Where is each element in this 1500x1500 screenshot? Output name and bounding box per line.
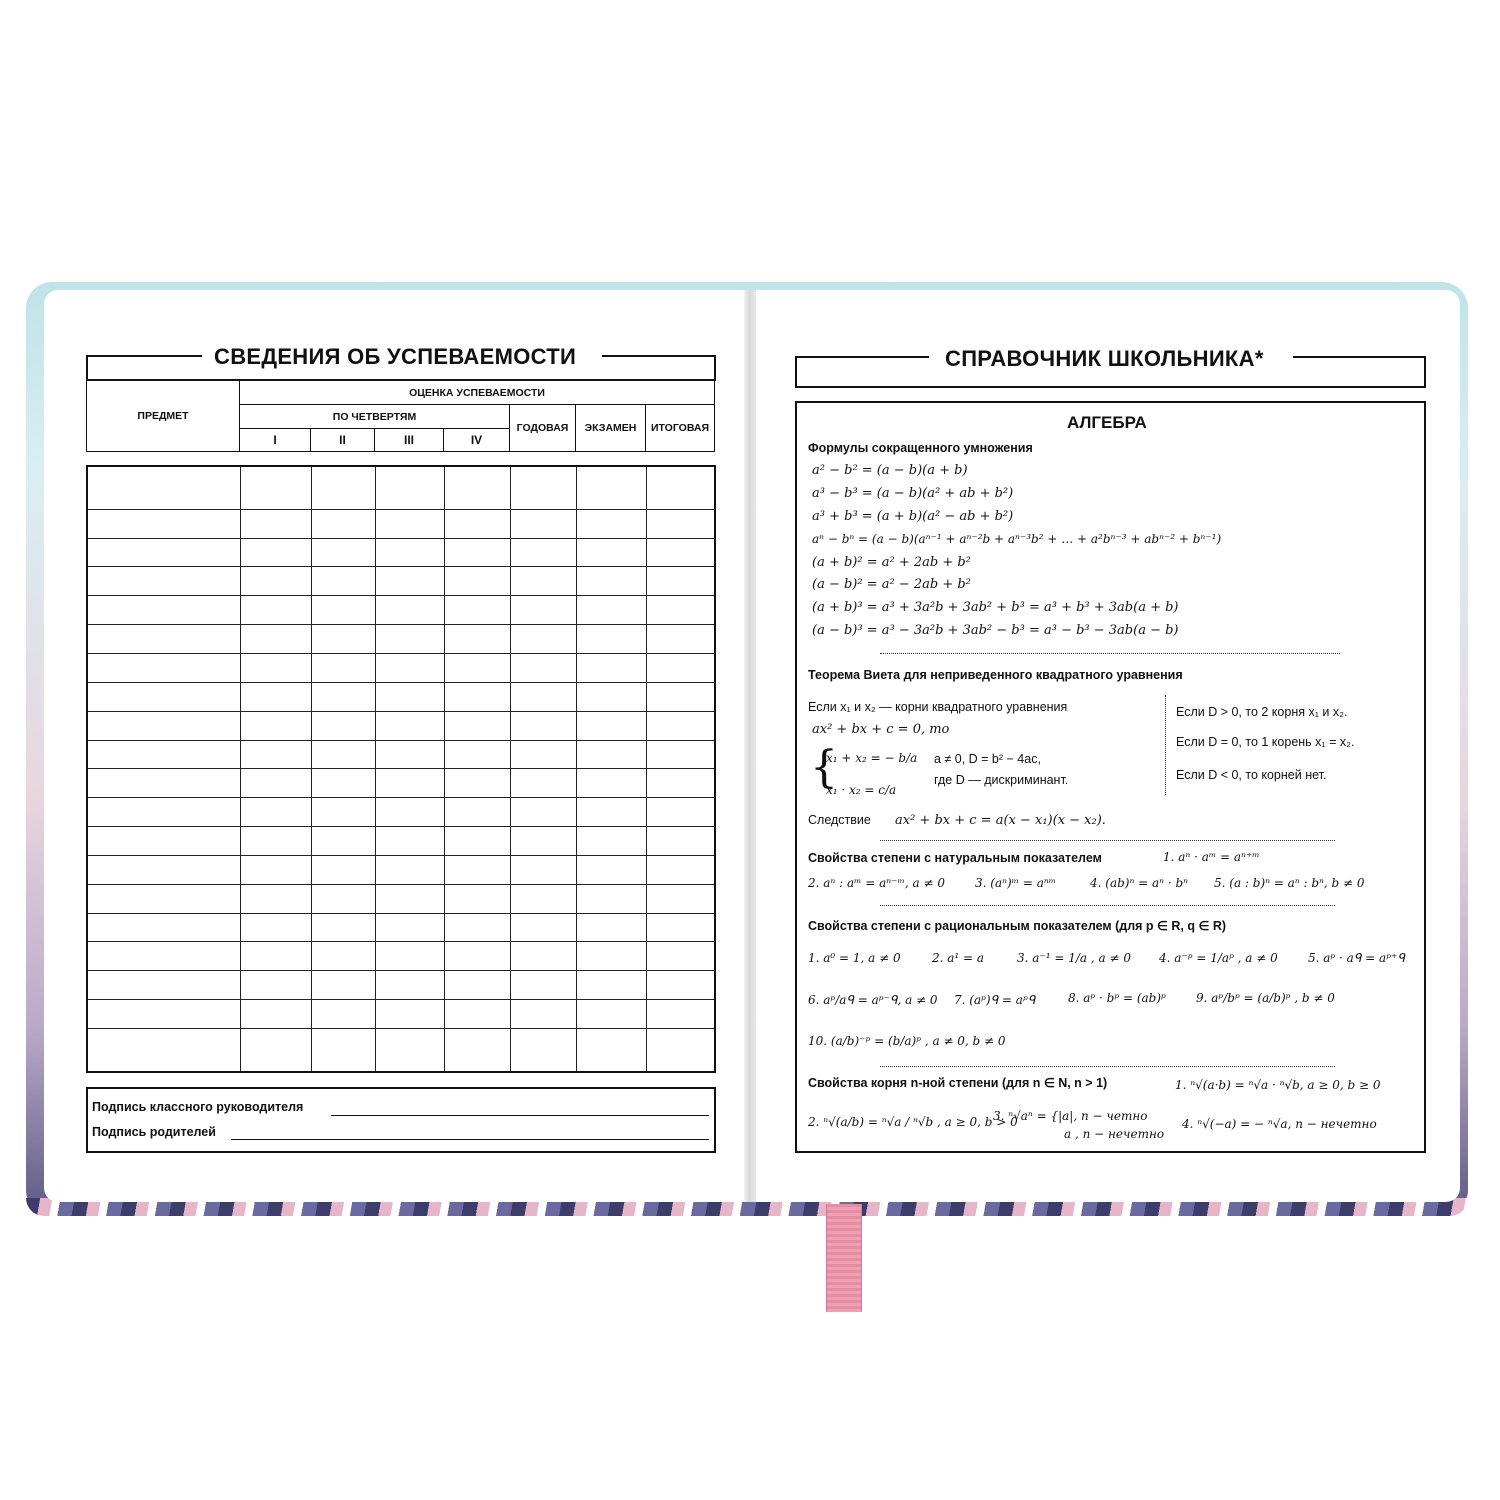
grade-cell[interactable]: [444, 711, 510, 740]
formula-line: (a − b)³ = a³ − 3a²b + 3ab² − b³ = a³ − b³ − 3ab(a − b): [812, 623, 1179, 638]
grade-cell[interactable]: [576, 1028, 646, 1072]
grade-cell[interactable]: [646, 596, 715, 625]
grade-cell[interactable]: [510, 625, 576, 654]
grade-cell[interactable]: [576, 971, 646, 1000]
algebra-title: АЛГЕБРА: [1067, 413, 1147, 432]
grade-cell[interactable]: [444, 827, 510, 856]
natural-prop: 1. aⁿ · aᵐ = aⁿ⁺ᵐ: [1163, 850, 1260, 864]
grade-cell[interactable]: [576, 942, 646, 971]
subject-cell[interactable]: [87, 769, 240, 798]
grade-cell[interactable]: [510, 769, 576, 798]
grade-cell[interactable]: [375, 466, 444, 509]
formula-line: (a − b)² = a² − 2ab + b²: [812, 577, 971, 592]
natural-prop: 4. (ab)ⁿ = aⁿ · bⁿ: [1090, 876, 1189, 890]
corollary-label: Следствие: [808, 813, 871, 827]
subject-cell[interactable]: [87, 509, 240, 538]
grades-title: СВЕДЕНИЯ ОБ УСПЕВАЕМОСТИ: [214, 344, 577, 369]
grade-cell[interactable]: [375, 1000, 444, 1029]
header-quarter: II: [311, 429, 375, 452]
grade-cell[interactable]: [646, 538, 715, 567]
grade-cell[interactable]: [375, 769, 444, 798]
header-exam: ЭКЗАМЕН: [576, 405, 646, 452]
subject-cell[interactable]: [87, 798, 240, 827]
grade-cell[interactable]: [240, 567, 311, 596]
grade-cell[interactable]: [510, 567, 576, 596]
grade-cell[interactable]: [240, 466, 311, 509]
grade-cell[interactable]: [444, 654, 510, 683]
grade-cell[interactable]: [576, 538, 646, 567]
formula-line: a³ − b³ = (a − b)(a² + ab + b²): [812, 486, 1014, 501]
bookmark-ribbon[interactable]: [826, 1204, 862, 1312]
grade-row: [87, 1000, 715, 1029]
vieta-sum: x₁ + x₂ = − b/a: [826, 751, 918, 765]
teacher-signature-line[interactable]: [331, 1115, 709, 1116]
section-divider: [880, 840, 1335, 841]
grade-cell[interactable]: [576, 682, 646, 711]
grade-cell[interactable]: [375, 596, 444, 625]
subject-cell[interactable]: [87, 1028, 240, 1072]
grade-cell[interactable]: [510, 942, 576, 971]
grade-cell[interactable]: [240, 596, 311, 625]
subject-cell[interactable]: [87, 740, 240, 769]
grade-cell[interactable]: [311, 827, 375, 856]
grade-cell[interactable]: [240, 740, 311, 769]
grade-cell[interactable]: [375, 509, 444, 538]
grade-cell[interactable]: [240, 1000, 311, 1029]
grade-cell[interactable]: [311, 798, 375, 827]
grade-cell[interactable]: [646, 466, 715, 509]
formula-line: (a + b)³ = a³ + 3a²b + 3ab² + b³ = a³ + b³ + 3ab(a + b): [812, 600, 1179, 615]
grades-grid: [86, 465, 716, 1073]
grade-cell[interactable]: [311, 654, 375, 683]
subject-cell[interactable]: [87, 596, 240, 625]
grade-cell[interactable]: [240, 538, 311, 567]
vieta-condition1: a ≠ 0, D = b² − 4ac,: [934, 752, 1041, 766]
grade-cell[interactable]: [646, 769, 715, 798]
rational-prop: 5. aᵖ · aᑫ = aᵖ⁺ᑫ: [1308, 951, 1405, 965]
grade-cell[interactable]: [646, 682, 715, 711]
grade-cell[interactable]: [576, 509, 646, 538]
grade-cell[interactable]: [510, 798, 576, 827]
subject-cell[interactable]: [87, 711, 240, 740]
grade-row: [87, 538, 715, 567]
formula-line: a³ + b³ = (a + b)(a² − ab + b²): [812, 509, 1014, 524]
grade-cell[interactable]: [444, 798, 510, 827]
grade-cell[interactable]: [444, 942, 510, 971]
vieta-right1: Если D > 0, то 2 корня x₁ и x₂.: [1176, 705, 1348, 719]
grade-cell[interactable]: [646, 711, 715, 740]
grade-cell[interactable]: [311, 1028, 375, 1072]
vieta-condition2: где D — дискриминант.: [934, 773, 1069, 787]
vieta-column-divider: [1165, 695, 1166, 795]
grade-cell[interactable]: [375, 682, 444, 711]
grade-cell[interactable]: [375, 971, 444, 1000]
grade-cell[interactable]: [576, 740, 646, 769]
grade-cell[interactable]: [510, 654, 576, 683]
rational-prop: 2. a¹ = a: [932, 951, 985, 965]
grade-cell[interactable]: [444, 509, 510, 538]
grade-cell[interactable]: [576, 466, 646, 509]
grade-cell[interactable]: [444, 971, 510, 1000]
grade-cell[interactable]: [311, 711, 375, 740]
subject-cell[interactable]: [87, 466, 240, 509]
grade-cell[interactable]: [444, 855, 510, 884]
header-final: ИТОГОВАЯ: [646, 405, 715, 452]
rational-title: Свойства степени с рациональным показателем (для p ∈ R, q ∈ R): [808, 919, 1227, 933]
grade-cell[interactable]: [444, 1028, 510, 1072]
subject-cell[interactable]: [87, 538, 240, 567]
grade-cell[interactable]: [510, 827, 576, 856]
grade-cell[interactable]: [646, 855, 715, 884]
grade-cell[interactable]: [510, 884, 576, 913]
grade-cell[interactable]: [576, 596, 646, 625]
grade-cell[interactable]: [576, 711, 646, 740]
subject-cell[interactable]: [87, 855, 240, 884]
grade-cell[interactable]: [240, 798, 311, 827]
grade-cell[interactable]: [646, 942, 715, 971]
grade-cell[interactable]: [444, 567, 510, 596]
grade-row: [87, 884, 715, 913]
grade-cell[interactable]: [375, 798, 444, 827]
roots-title: Свойства корня n-ной степени (для n ∈ N, n > 1): [808, 1076, 1108, 1090]
grade-row: [87, 798, 715, 827]
natural-prop: 3. (aⁿ)ᵐ = aⁿᵐ: [975, 876, 1057, 890]
grades-header-table: [86, 380, 715, 452]
grade-cell[interactable]: [510, 711, 576, 740]
grade-cell[interactable]: [375, 654, 444, 683]
grade-row: [87, 509, 715, 538]
grade-cell[interactable]: [646, 509, 715, 538]
subject-cell[interactable]: [87, 682, 240, 711]
subject-cell[interactable]: [87, 884, 240, 913]
grade-row: [87, 567, 715, 596]
header-quarter: III: [375, 429, 444, 452]
header-by-quarters: ПО ЧЕТВЕРТЯМ: [240, 405, 510, 429]
vieta-title: Теорема Виета для неприведенного квадратного уравнения: [808, 668, 1183, 682]
rational-prop: 9. aᵖ/bᵖ = (a/b)ᵖ , b ≠ 0: [1196, 991, 1335, 1005]
grade-cell[interactable]: [646, 971, 715, 1000]
natural-title: Свойства степени с натуральным показателем: [808, 851, 1102, 865]
grade-cell[interactable]: [646, 827, 715, 856]
rational-prop: 1. a⁰ = 1, a ≠ 0: [808, 951, 901, 965]
grade-cell[interactable]: [240, 1028, 311, 1072]
subject-cell[interactable]: [87, 625, 240, 654]
grade-row: [87, 711, 715, 740]
grade-row: [87, 913, 715, 942]
vieta-product: x₁ · x₂ = c/a: [826, 783, 897, 797]
grade-cell[interactable]: [240, 769, 311, 798]
grade-cell[interactable]: [240, 654, 311, 683]
grade-cell[interactable]: [510, 913, 576, 942]
grade-cell[interactable]: [444, 740, 510, 769]
grade-cell[interactable]: [311, 913, 375, 942]
vieta-line1: Если x₁ и x₂ — корни квадратного уравнения: [808, 700, 1068, 714]
grade-cell[interactable]: [444, 596, 510, 625]
grade-cell[interactable]: [311, 466, 375, 509]
grade-cell[interactable]: [240, 827, 311, 856]
rational-prop: 8. aᵖ · bᵖ = (ab)ᵖ: [1068, 991, 1166, 1005]
grade-cell[interactable]: [311, 855, 375, 884]
system-brace: {: [810, 742, 838, 793]
header-grade-assessment: ОЦЕНКА УСПЕВАЕМОСТИ: [240, 381, 715, 405]
grade-cell[interactable]: [510, 466, 576, 509]
formula-line: (a + b)² = a² + 2ab + b²: [812, 555, 971, 570]
grade-cell[interactable]: [311, 740, 375, 769]
grade-cell[interactable]: [311, 509, 375, 538]
grade-cell[interactable]: [576, 798, 646, 827]
grade-cell[interactable]: [375, 913, 444, 942]
rational-prop: 6. aᵖ/aᑫ = aᵖ⁻ᑫ, a ≠ 0: [808, 993, 938, 1007]
grade-cell[interactable]: [240, 711, 311, 740]
root-prop: a , n − нечетно: [1064, 1127, 1165, 1141]
grade-cell[interactable]: [510, 971, 576, 1000]
root-prop: 4. ⁿ√(−a) = − ⁿ√a, n − нечетно: [1182, 1117, 1377, 1131]
grade-cell[interactable]: [444, 538, 510, 567]
grade-cell[interactable]: [375, 884, 444, 913]
grade-cell[interactable]: [510, 682, 576, 711]
natural-prop: 2. aⁿ : aᵐ = aⁿ⁻ᵐ, a ≠ 0: [808, 876, 945, 890]
grade-cell[interactable]: [646, 1028, 715, 1072]
grade-cell[interactable]: [240, 682, 311, 711]
grade-cell[interactable]: [311, 942, 375, 971]
grade-cell[interactable]: [510, 1000, 576, 1029]
grade-cell[interactable]: [646, 654, 715, 683]
grade-row: [87, 654, 715, 683]
signature-box: [86, 1087, 716, 1153]
grade-cell[interactable]: [510, 509, 576, 538]
grade-cell[interactable]: [646, 798, 715, 827]
grade-cell[interactable]: [646, 1000, 715, 1029]
section-divider: [880, 905, 1335, 906]
grade-cell[interactable]: [510, 1028, 576, 1072]
root-prop: 3. ⁿ√aⁿ = {|a|, n − четно: [993, 1109, 1148, 1123]
grade-cell[interactable]: [646, 740, 715, 769]
grade-cell[interactable]: [576, 855, 646, 884]
grade-cell[interactable]: [576, 1000, 646, 1029]
teacher-signature-label: Подпись классного руководителя: [92, 1100, 304, 1114]
grade-cell[interactable]: [311, 596, 375, 625]
rational-prop: 4. a⁻ᵖ = 1/aᵖ , a ≠ 0: [1159, 951, 1278, 965]
grade-cell[interactable]: [240, 884, 311, 913]
grade-cell[interactable]: [375, 827, 444, 856]
grade-cell[interactable]: [311, 971, 375, 1000]
grade-cell[interactable]: [510, 855, 576, 884]
grade-cell[interactable]: [311, 682, 375, 711]
natural-prop: 5. (a : b)ⁿ = aⁿ : bⁿ, b ≠ 0: [1214, 876, 1365, 890]
grade-cell[interactable]: [375, 855, 444, 884]
grade-row: [87, 1028, 715, 1072]
parents-signature-label: Подпись родителей: [92, 1125, 216, 1139]
grade-cell[interactable]: [375, 567, 444, 596]
subject-cell[interactable]: [87, 827, 240, 856]
grade-cell[interactable]: [444, 682, 510, 711]
section-divider: [880, 1066, 1335, 1067]
grade-cell[interactable]: [576, 654, 646, 683]
header-subject: ПРЕДМЕТ: [87, 381, 240, 452]
grade-row: [87, 827, 715, 856]
grade-cell[interactable]: [510, 596, 576, 625]
grade-cell[interactable]: [510, 538, 576, 567]
corollary-formula: ax² + bx + c = a(x − x₁)(x − x₂).: [895, 813, 1106, 828]
subject-cell[interactable]: [87, 1000, 240, 1029]
abridged-title: Формулы сокращенного умножения: [808, 441, 1033, 455]
grade-cell[interactable]: [240, 971, 311, 1000]
rational-prop: 7. (aᵖ)ᑫ = aᵖᑫ: [954, 993, 1036, 1007]
grade-cell[interactable]: [646, 884, 715, 913]
subject-cell[interactable]: [87, 942, 240, 971]
grade-cell[interactable]: [646, 913, 715, 942]
grade-row: [87, 769, 715, 798]
formula-line: a² − b² = (a − b)(a + b): [812, 463, 968, 478]
subject-cell[interactable]: [87, 654, 240, 683]
grade-row: [87, 855, 715, 884]
grade-cell[interactable]: [311, 1000, 375, 1029]
vieta-line2: ax² + bx + c = 0, то: [812, 722, 950, 737]
grade-cell[interactable]: [510, 740, 576, 769]
header-quarter: I: [240, 429, 311, 452]
grade-row: [87, 466, 715, 509]
grade-cell[interactable]: [240, 913, 311, 942]
grade-row: [87, 971, 715, 1000]
grade-cell[interactable]: [240, 625, 311, 654]
grade-cell[interactable]: [444, 625, 510, 654]
grade-row: [87, 682, 715, 711]
root-prop: 2. ⁿ√(a/b) = ⁿ√a / ⁿ√b , a ≥ 0, b > 0: [808, 1115, 1018, 1129]
root-prop: 1. ⁿ√(a·b) = ⁿ√a · ⁿ√b, a ≥ 0, b ≥ 0: [1175, 1078, 1381, 1092]
subject-cell[interactable]: [87, 971, 240, 1000]
subject-cell[interactable]: [87, 567, 240, 596]
grade-cell[interactable]: [576, 913, 646, 942]
rational-prop: 10. (a/b)⁻ᵖ = (b/a)ᵖ , a ≠ 0, b ≠ 0: [808, 1034, 1006, 1048]
grade-cell[interactable]: [311, 625, 375, 654]
grade-cell[interactable]: [311, 567, 375, 596]
reference-title: СПРАВОЧНИК ШКОЛЬНИКА*: [945, 346, 1264, 371]
notebook-spine: [744, 290, 756, 1202]
grade-cell[interactable]: [375, 942, 444, 971]
vieta-right3: Если D < 0, то корней нет.: [1176, 768, 1327, 782]
grade-cell[interactable]: [576, 884, 646, 913]
grade-cell[interactable]: [444, 466, 510, 509]
grade-cell[interactable]: [375, 1028, 444, 1072]
header-annual: ГОДОВАЯ: [510, 405, 576, 452]
formula-line: aⁿ − bⁿ = (a − b)(aⁿ⁻¹ + aⁿ⁻²b + aⁿ⁻³b² + … + a²bⁿ⁻³ + abⁿ⁻² + bⁿ⁻¹): [812, 532, 1222, 546]
grade-cell[interactable]: [240, 855, 311, 884]
vieta-right2: Если D = 0, то 1 корень x₁ = x₂.: [1176, 735, 1355, 749]
grade-cell[interactable]: [646, 625, 715, 654]
grade-row: [87, 596, 715, 625]
grade-cell[interactable]: [444, 769, 510, 798]
grade-cell[interactable]: [311, 884, 375, 913]
rational-prop: 3. a⁻¹ = 1/a , a ≠ 0: [1017, 951, 1131, 965]
subject-cell[interactable]: [87, 913, 240, 942]
section-divider: [880, 653, 1340, 654]
grade-cell[interactable]: [375, 538, 444, 567]
grade-cell[interactable]: [311, 538, 375, 567]
grade-cell[interactable]: [375, 625, 444, 654]
grade-cell[interactable]: [375, 740, 444, 769]
grade-cell[interactable]: [240, 942, 311, 971]
grade-cell[interactable]: [240, 509, 311, 538]
grade-cell[interactable]: [444, 1000, 510, 1029]
grade-row: [87, 942, 715, 971]
grade-cell[interactable]: [576, 827, 646, 856]
grade-cell[interactable]: [375, 711, 444, 740]
grade-cell[interactable]: [646, 567, 715, 596]
grade-cell[interactable]: [576, 567, 646, 596]
grade-cell[interactable]: [444, 884, 510, 913]
grade-row: [87, 625, 715, 654]
grade-cell[interactable]: [576, 625, 646, 654]
header-quarter: IV: [444, 429, 510, 452]
grade-cell[interactable]: [311, 769, 375, 798]
grade-cell[interactable]: [444, 913, 510, 942]
parents-signature-line[interactable]: [231, 1139, 709, 1140]
grade-cell[interactable]: [576, 769, 646, 798]
grade-row: [87, 740, 715, 769]
